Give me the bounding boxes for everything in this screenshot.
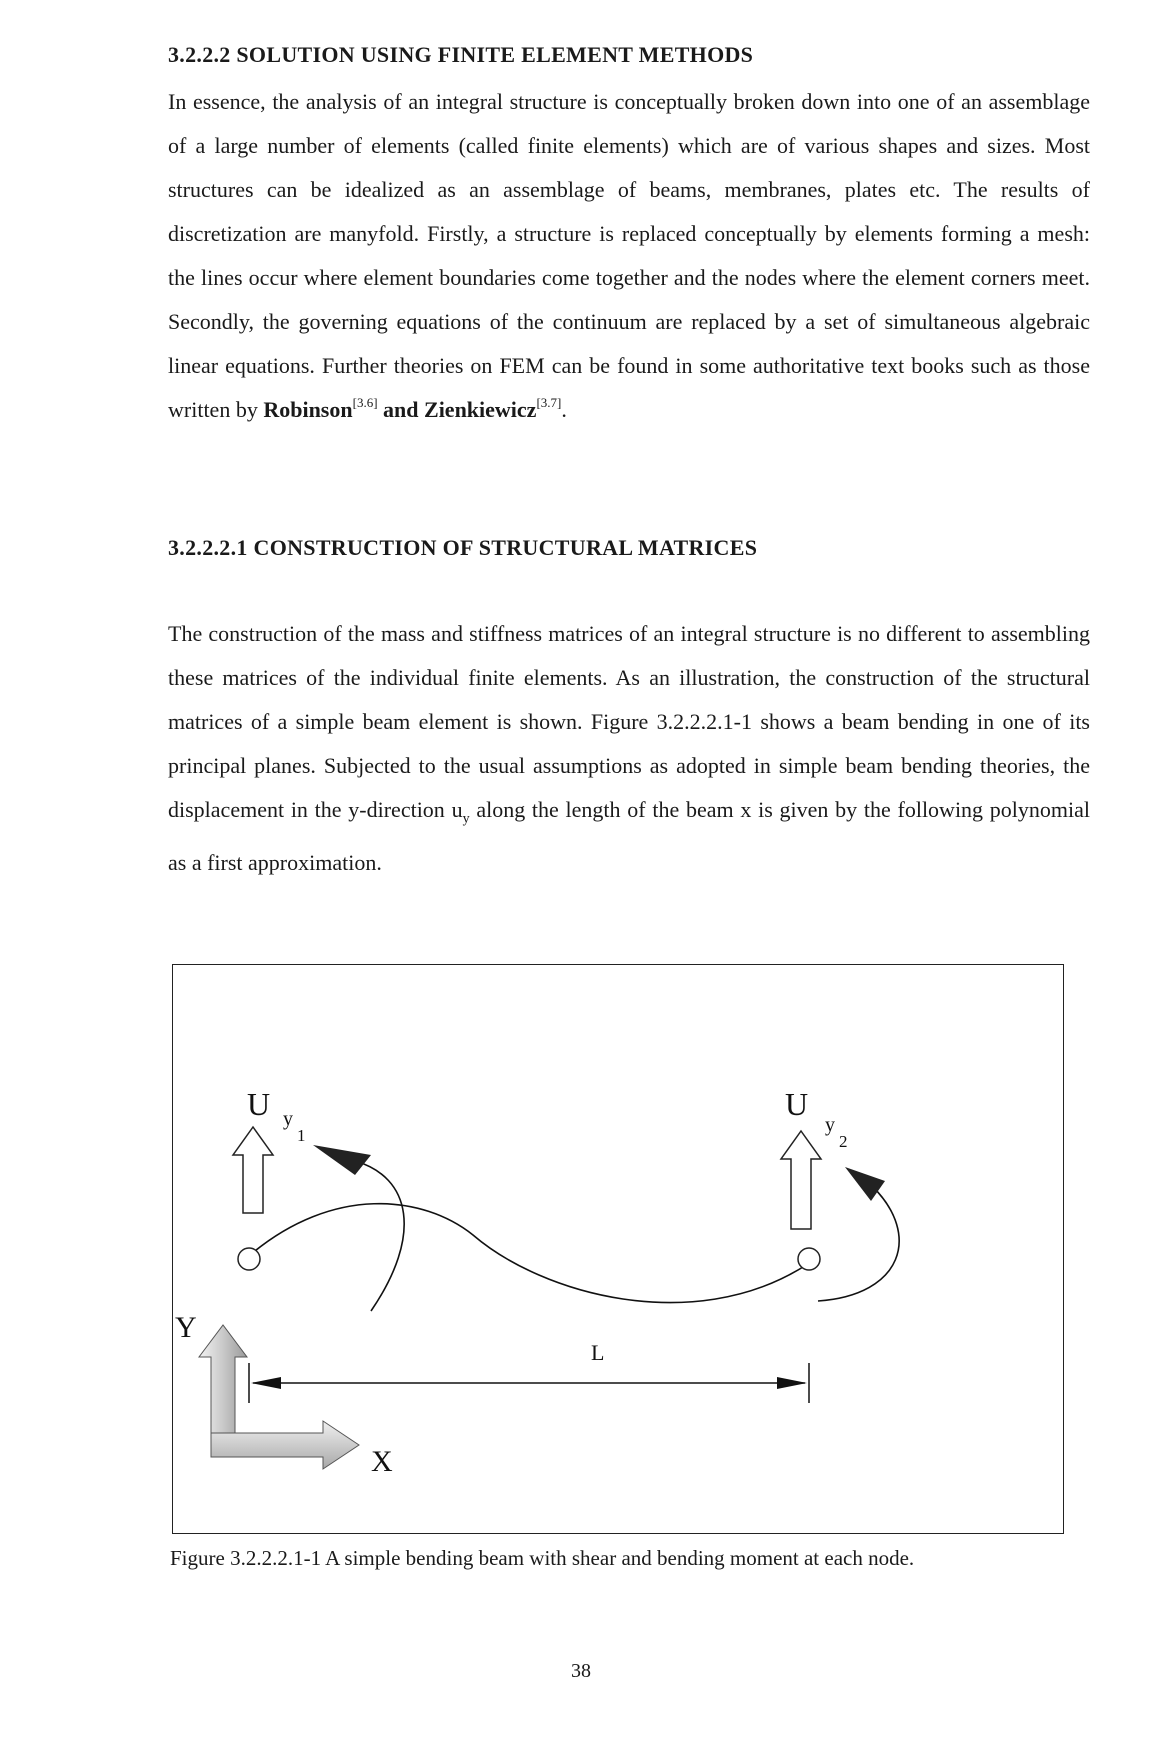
right-moment-arc — [818, 1187, 899, 1301]
section-heading: 3.2.2.2 SOLUTION USING FINITE ELEMENT METHODS — [168, 42, 754, 67]
label-u1-sub: y — [283, 1108, 293, 1130]
author-zienkiewicz: Zienkiewicz — [424, 397, 537, 422]
subsection-heading: 3.2.2.2.1 CONSTRUCTION OF STRUCTURAL MATRICES — [168, 535, 758, 560]
paragraph-text-after: along the length of the beam x is given by the following polynomial as a first approximation. — [168, 797, 1091, 876]
paragraph-text-before: The construction of the mass and stiffness matrices of an integral structure is no different to assembling these matrices of the individual finite elements. As an illustration, the construction of the structural matrices of a simple beam element is shown. Figure 3.2.2.2.1-1 shows a beam bending in one of its principal planes. Subjected to the usual assumptions as adopted in simple beam bending theories, the displacement in the y-direction — [168, 621, 1090, 822]
right-moment-arrowhead-icon — [845, 1167, 885, 1201]
left-node — [238, 1248, 260, 1270]
y-axis-arrow-icon — [199, 1325, 247, 1433]
page-number: 38 — [571, 1660, 591, 1682]
label-x-axis: X — [371, 1445, 393, 1478]
left-moment-arc — [355, 1161, 404, 1311]
figure-caption: Figure 3.2.2.2.1-1 A simple bending beam with shear and bending moment at each node. — [170, 1546, 915, 1570]
right-shear-arrow-icon — [781, 1131, 821, 1229]
right-node — [798, 1248, 820, 1270]
displacement-symbol — [451, 797, 470, 827]
and-word: and — [383, 397, 419, 422]
left-moment-arrowhead-icon — [313, 1145, 371, 1175]
reference-3-6: [3.6] — [352, 395, 378, 410]
label-u2-sub: y — [825, 1114, 835, 1136]
label-u2: U — [785, 1086, 809, 1122]
label-u1: U — [247, 1086, 271, 1122]
paragraph-text: In essence, the analysis of an integral structure is conceptually broken down into one of an assemblage of a large number of elements (called finite elements) which are of various shapes and sizes. Most structures can be idealized as an assemblage of beams, membranes, plates etc. The results of discretization are manyfold. Firstly, a structure is replaced conceptually by elements forming a mesh: the lines occur where element boundaries come together and the nodes where the element corners meet. Secondly, the governing equations of the continuum are replaced by a set of simultaneous algebraic linear equations. Further theories on FEM can be found in some authoritative text books such as those written by — [168, 89, 1090, 422]
beam-diagram — [173, 965, 1065, 1535]
reference-3-7: [3.7] — [536, 395, 562, 410]
label-y-axis: Y — [175, 1311, 197, 1344]
beam-figure — [172, 964, 1064, 1534]
author-robinson: Robinson — [263, 397, 353, 422]
symbol-u: u — [451, 797, 463, 822]
subsection-paragraph — [168, 612, 1090, 885]
length-arrow-left-icon — [251, 1377, 281, 1389]
label-length: L — [591, 1340, 605, 1365]
symbol-u-sub: y — [462, 811, 470, 827]
section-paragraph — [168, 80, 1090, 432]
left-shear-arrow-icon — [233, 1127, 273, 1213]
length-arrow-right-icon — [777, 1377, 807, 1389]
label-u2-subsub: 2 — [839, 1132, 848, 1151]
deflected-beam-curve — [250, 1204, 803, 1303]
label-u1-subsub: 1 — [297, 1126, 306, 1145]
end-punct: . — [561, 397, 567, 422]
